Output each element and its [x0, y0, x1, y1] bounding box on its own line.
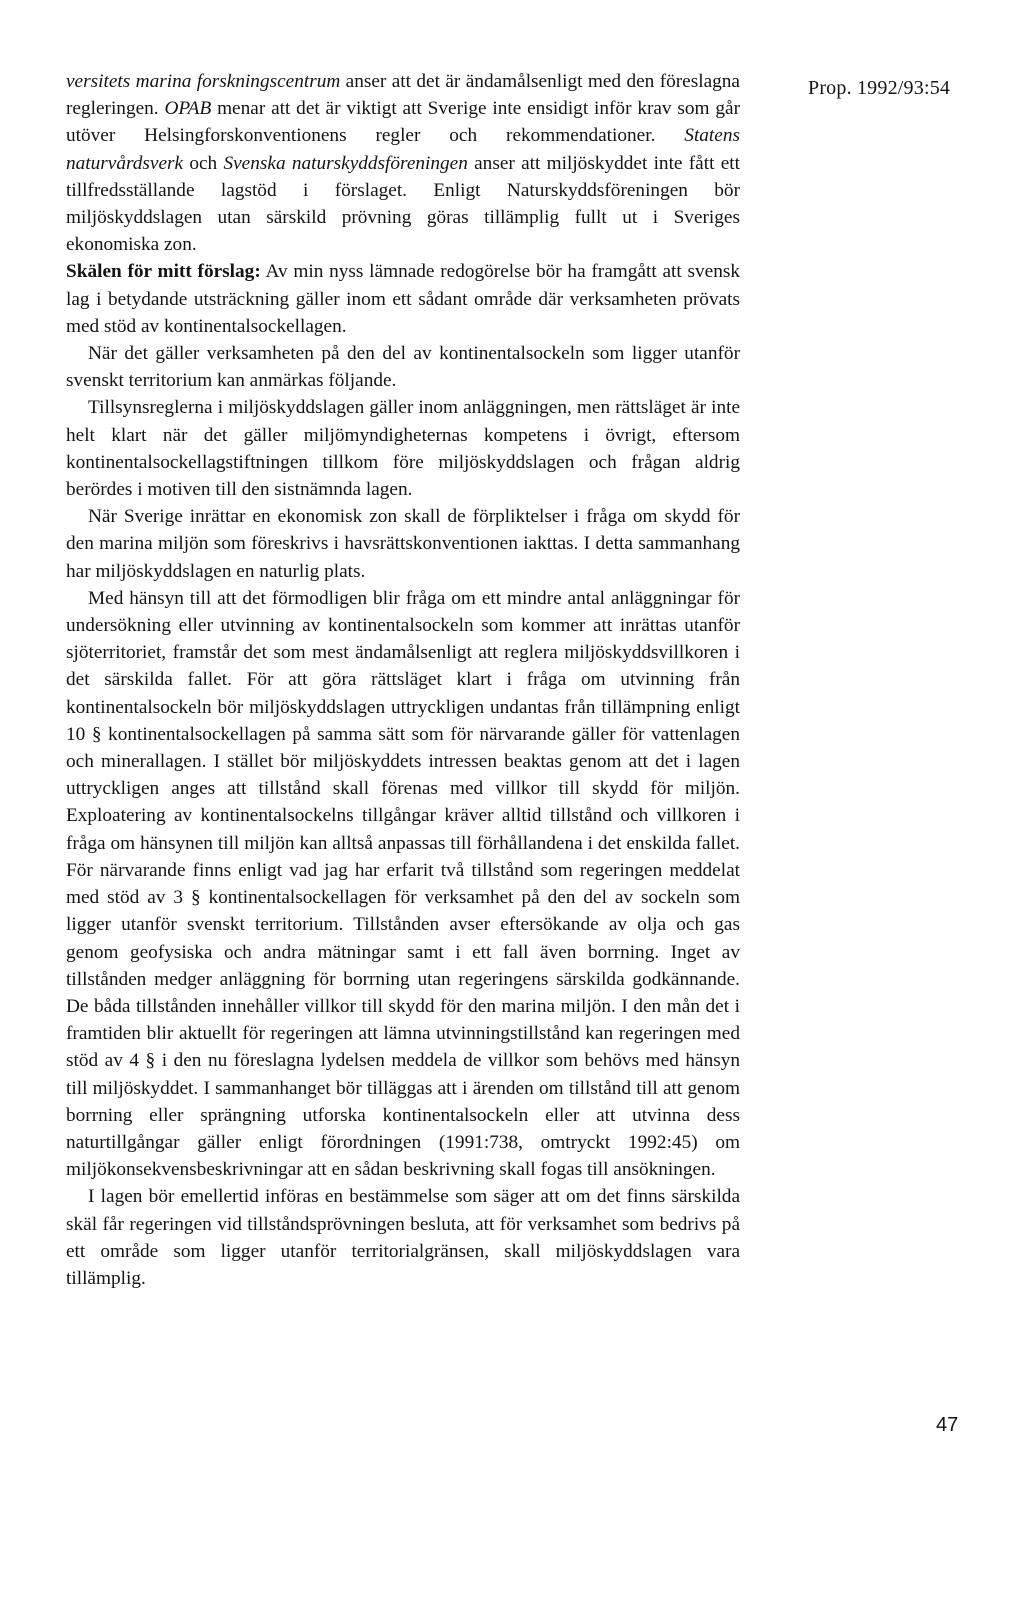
italic-organisation-name: Svenska naturskyddsföreningen: [223, 152, 468, 174]
paragraph: I lagen bör emellertid införas en bestämmelse som säger att om det finns särskilda skäl får regeringen vid tillståndsprövningen besluta, att för verksamhet som bedrivs på ett område som ligger utanför territorialgränsen, skall miljöskyddslagen vara tillämplig.: [66, 1186, 740, 1289]
paragraph: När Sverige inrättar en ekonomisk zon skall de förpliktelser i fråga om skydd för den marina miljön som föreskrivs i havsrättskonventionen iakttas. I detta sammanhang har miljöskyddslagen en naturlig plats.: [66, 506, 740, 582]
body-text: [66, 68, 740, 1292]
paragraph: Tillsynsreglerna i miljöskyddslagen gäller inom anläggningen, men rättsläget är inte helt klart när det gäller miljömyndigheternas kompetens i övrigt, eftersom kontinentalsockellagstiftningen tillkom före miljöskyddslagen och frågan aldrig berördes i motiven till den sistnämnda lagen.: [66, 397, 740, 501]
paragraph: Med hänsyn till att det förmodligen blir fråga om ett mindre antal anläggningar för undersökning eller utvinning av kontinentalsockeln som kommer att inrättas utanför sjöterritoriet, framstår det som mest ändamålsenligt att reglera miljöskyddsvillkoren i det särskilda fallet. För att göra rättsläget klart i fråga om utvinning från kontinentalsockeln bör miljöskyddslagen uttryckligen undantas från tillämpning enligt 10 § kontinentalsockellagen på samma sätt som för närvarande gäller för vattenlagen och minerallagen. I stället bör miljöskyddets intressen beaktas genom att det i lagen uttryckligen anges att tillstånd skall förenas med villkor till skydd för miljön. Exploatering av kontinentalsockelns tillgångar kräver alltid tillstånd och villkoren i fråga om hänsynen till miljön kan alltså anpassas till förhållandena i det enskilda fallet. För närvarande finns enligt vad jag har erfarit två tillstånd som regeringen meddelat med stöd av 3 § kontinentalsockellagen för verksamhet på den del av sockeln som ligger utanför svenskt territorium. Tillstånden avser eftersökande av olja och gas genom geofysiska och andra mätningar samt i ett fall även borrning. Inget av tillstånden medger anläggning för borrning utan regeringens särskilda godkännande. De båda tillstånden innehåller villkor till skydd för den marina miljön. I den mån det i framtiden blir aktuellt för regeringen att lämna utvinningstillstånd kan regeringen med stöd av 4 § i den nu föreslagna lydelsen meddela de villkor som behövs med hänsyn till miljöskyddet. I sammanhanget bör tilläggas att i ärenden om tillstånd till att genom borrning eller sprängning utforska kontinentalsockeln eller att utvinna dess naturtillgångar gäller enligt förordningen (1991:738, omtryckt 1992:45) om miljökonsekvensbeskrivningar att en sådan beskrivning skall fogas till ansökningen.: [66, 587, 740, 1181]
italic-organisation-name: Statens naturvårdsverk: [66, 125, 740, 174]
paragraph-text: anser att det är ändamålsenligt med den föreslagna regleringen.: [66, 71, 740, 120]
bold-lead-in: Skälen för mitt förslag:: [66, 261, 261, 283]
paragraph: När det gäller verksamheten på den del av kontinentalsockeln som ligger utanför svenskt territorium kan anmärkas följande.: [66, 343, 740, 392]
paragraph-remiss-opinions: [66, 68, 740, 258]
paragraph-reasons: [66, 258, 740, 340]
paragraph-text: Av min nyss lämnade redogörelse bör ha framgått att svensk lag i betydande utsträckning gäller inom ett sådant område där verksamheten prövats med stöd av kontinentalsockellagen.: [66, 261, 740, 337]
page-number: 47: [936, 1414, 959, 1436]
paragraph-text: och: [183, 152, 224, 174]
italic-organisation-name: versitets marina forskningscentrum: [66, 71, 341, 92]
paragraph-text: menar att det är viktigt att Sverige inte ensidigt inför krav som går utöver Helsingforskonventionens regler och rekommendationer.: [66, 98, 740, 147]
paragraph-text: anser att miljöskyddet inte fått ett tillfredsställande lagstöd i förslaget. Enligt Naturskyddsföreningen bör miljöskyddslagen utan särskild prövning göras tillämplig fullt ut i Sveriges ekonomiska zon.: [66, 152, 740, 256]
italic-organisation-name: OPAB: [164, 98, 212, 120]
running-head: Prop. 1992/93:54: [808, 77, 951, 99]
